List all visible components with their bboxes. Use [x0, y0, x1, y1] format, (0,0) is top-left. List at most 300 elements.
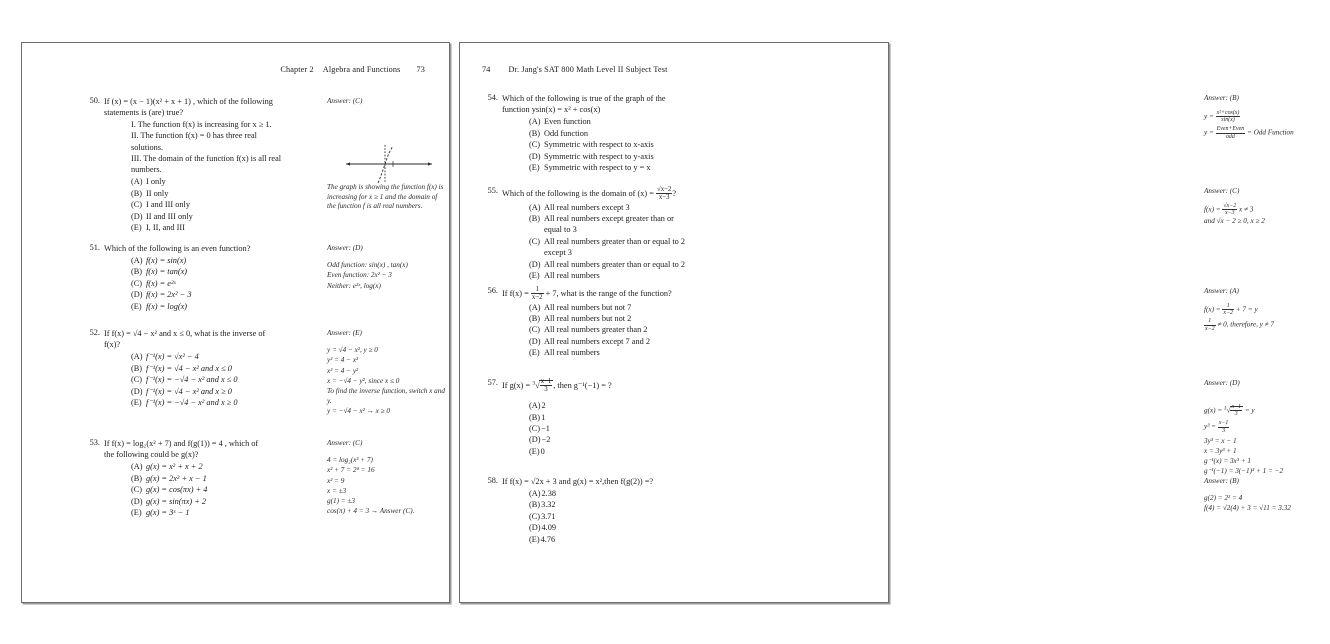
fraction-denominator: 3	[1234, 411, 1238, 418]
equation-lhs: y =	[1204, 112, 1214, 121]
stem-text-post: , then g⁻¹(−1) = ?	[553, 381, 612, 391]
fraction	[1204, 318, 1216, 331]
roman-statement: III. The domain of the function f(x) is all real	[131, 154, 282, 164]
answer-column-53	[327, 438, 453, 516]
choice-text: Symmetric with respect to y-axis	[544, 151, 654, 161]
choice-label: (D)	[529, 151, 541, 161]
answer-work-line	[1204, 303, 1330, 316]
radical-index: 3	[1224, 406, 1227, 412]
choice-e[interactable]	[131, 222, 318, 233]
choice-label: (C)	[529, 511, 541, 521]
choice-label: (D)	[529, 523, 541, 533]
answer-choices	[502, 400, 746, 457]
equation-lhs: y =	[1204, 129, 1214, 138]
question-body	[104, 96, 318, 233]
choice-text: f⁻¹(x) = √4 − x² and x ≥ 0	[146, 386, 232, 396]
running-head-chapter: Chapter 2	[280, 65, 314, 74]
question-body	[502, 286, 746, 359]
fraction-numerator: √x−2	[657, 186, 672, 193]
choice-label: (A)	[529, 202, 541, 212]
choice-label: (D)	[529, 435, 541, 445]
fraction-numerator: 1	[531, 286, 544, 294]
choice-a[interactable]	[529, 488, 746, 499]
radical: $^3$√ $\frac{x-1}{3}$	[532, 378, 552, 394]
question-number: 58.	[487, 476, 498, 485]
roman-statement: II. The function f(x) = 0 has three real	[131, 131, 257, 141]
choice-label: (A)	[131, 255, 143, 265]
choice-label: (E)	[529, 271, 540, 281]
answer-note-line: increasing for x ≥ 1 and the domain of	[327, 192, 438, 201]
question-body	[104, 328, 318, 408]
choice-label: (E)	[131, 222, 142, 232]
fraction-denominator: x−3	[1225, 210, 1235, 217]
answer-column-52	[327, 328, 453, 417]
fraction-denominator: x−2	[1223, 310, 1233, 317]
choice-text: g(x) = 3ˣ − 1	[146, 507, 190, 517]
answer-work-line: g(1) = ±3	[327, 497, 355, 506]
choice-e[interactable]	[529, 162, 746, 173]
question-stem-line: Which of the following is an even function?	[104, 244, 251, 253]
fraction-denominator: 3	[1222, 427, 1226, 434]
choice-text: g(x) = cos(πx) + 4	[146, 485, 208, 495]
choice-d[interactable]	[131, 289, 318, 300]
question-number: 57.	[487, 378, 498, 387]
question-body	[502, 476, 746, 545]
choice-text: f(x) = e²ˣ	[146, 278, 176, 288]
answer-work	[1204, 303, 1330, 332]
choice-text: g(x) = 2x² + x − 1	[146, 473, 207, 483]
choice-text: f(x) = 2x² − 3	[146, 290, 192, 300]
answer-work-line: Neither: e²ˣ, log(x)	[327, 281, 381, 290]
answer-work-line: y.	[327, 397, 332, 406]
fraction-denominator: x−2	[1205, 325, 1215, 332]
right-page-running-head	[482, 65, 668, 74]
answer-work-line: Odd function: sin(x) , tan(x)	[327, 261, 408, 270]
answer-choices	[104, 176, 318, 233]
answer-column-56	[1204, 286, 1330, 332]
choice-d[interactable]	[131, 496, 318, 507]
choice-text: I and III only	[146, 200, 191, 210]
running-head-title: Dr. Jang's SAT 800 Math Level II Subject Test	[508, 65, 668, 74]
choice-label: (B)	[529, 500, 541, 510]
choice-text: All real numbers except greater than or	[544, 214, 674, 224]
answer-key: Answer: (D)	[1204, 379, 1240, 387]
roman-statement: numbers.	[131, 165, 162, 175]
answer-column-55	[1204, 186, 1330, 227]
choice-label: (E)	[529, 162, 540, 172]
question-body	[502, 186, 746, 282]
choice-label: (A)	[529, 302, 541, 312]
question-stem-line: the following could be g(x)?	[104, 450, 199, 460]
question-stem-line	[502, 378, 746, 393]
answer-work-line: g⁻¹(x) = 3x³ + 1	[1204, 457, 1251, 466]
answer-work-line: g(2) = 2² = 4	[1204, 494, 1243, 503]
answer-work	[1204, 404, 1330, 476]
choice-a[interactable]	[529, 302, 746, 313]
choice-text: 3.32	[541, 500, 556, 510]
answer-choices	[104, 461, 318, 518]
choice-d[interactable]	[131, 386, 318, 397]
choice-b[interactable]	[529, 313, 746, 324]
choice-b[interactable]	[131, 188, 318, 199]
question-number: 56.	[487, 286, 498, 295]
choice-a[interactable]	[131, 255, 318, 266]
right-page-number: 74	[482, 65, 491, 74]
choice-label: (B)	[529, 412, 541, 422]
choice-text: All real numbers but not 2	[544, 314, 632, 324]
fraction-numerator: Even+Even	[1216, 126, 1245, 133]
question-body	[502, 93, 746, 173]
fraction	[1216, 126, 1246, 139]
choice-e[interactable]	[131, 507, 318, 518]
answer-work-line: f(4) = √2(4) + 3 = √11 = 3.32	[1204, 504, 1291, 513]
answer-work-line	[1204, 110, 1330, 123]
choice-text: Odd function	[544, 128, 589, 138]
answer-work	[1204, 203, 1330, 226]
choice-e[interactable]	[529, 347, 746, 358]
stem-text-post: ?	[672, 189, 677, 199]
choice-text: Even function	[544, 117, 591, 127]
choice-a[interactable]	[131, 351, 318, 362]
equation-rhs: x ≠ 3	[1239, 205, 1254, 214]
choice-c[interactable]	[131, 484, 318, 495]
answer-work-line	[1204, 126, 1330, 139]
choice-label: (D)	[529, 336, 541, 346]
question-body	[104, 243, 318, 312]
choice-b[interactable]	[529, 213, 746, 224]
cubic-graph-figure	[340, 141, 444, 187]
choice-b[interactable]	[529, 499, 746, 510]
choice-c[interactable]	[529, 139, 746, 150]
radical: $^3$√ $\frac{x-1}{3}$	[1224, 404, 1241, 418]
choice-text: f⁻¹(x) = −√4 − x² and x ≥ 0	[146, 397, 238, 407]
question-number: 53.	[89, 438, 100, 447]
answer-choices	[104, 351, 318, 408]
choice-text: except 3	[544, 248, 572, 258]
fraction-numerator: 1	[1222, 303, 1234, 310]
left-page-running-head	[280, 65, 425, 74]
choice-label: (A)	[529, 488, 541, 498]
roman-statement: I. The function f(x) is increasing for x ≥ 1.	[131, 119, 272, 129]
choice-c-cont	[529, 247, 746, 258]
answer-key: Answer: (A)	[1204, 287, 1239, 295]
left-page-number: 73	[416, 65, 425, 74]
choice-label: (A)	[131, 177, 143, 187]
equation-lhs: y³ =	[1204, 423, 1216, 432]
choice-text: All real numbers greater than 2	[544, 325, 648, 335]
choice-b[interactable]	[131, 473, 318, 484]
answer-work-line: Even function: 2x² − 3	[327, 271, 392, 280]
choice-label: (B)	[131, 473, 143, 483]
fraction	[531, 286, 544, 301]
equation-rhs: = y	[1244, 406, 1255, 415]
choice-label: (A)	[529, 401, 541, 411]
answer-key: Answer: (B)	[1204, 94, 1239, 102]
choice-text: II only	[146, 188, 169, 198]
question-number: 55.	[487, 186, 498, 195]
answer-work-line	[1204, 404, 1330, 417]
answer-choices	[104, 255, 318, 312]
choice-label: (E)	[131, 397, 142, 407]
equation-rhs: + 7 = y	[1235, 305, 1258, 314]
stem-text: If g(x) =	[502, 381, 531, 391]
question-number: 54.	[487, 93, 498, 102]
answer-key: Answer: (E)	[327, 329, 362, 337]
choice-text: 1	[541, 412, 546, 422]
choice-label: (B)	[131, 363, 143, 373]
choice-a[interactable]	[529, 116, 746, 127]
fraction	[1218, 420, 1230, 433]
choice-label: (B)	[529, 314, 541, 324]
choice-text: f(x) = sin(x)	[146, 255, 187, 265]
answer-choices	[502, 302, 746, 359]
choice-label: (C)	[529, 140, 541, 150]
choice-d[interactable]	[529, 522, 746, 533]
choice-a[interactable]	[131, 176, 318, 187]
question-stem-line	[502, 186, 746, 201]
equation-rhs: ≠ 0, therefore, y ≠ 7	[1217, 321, 1275, 330]
choice-text: All real numbers but not 7	[544, 302, 632, 312]
right-page	[459, 42, 1294, 603]
stem-text: If f(x) =	[502, 289, 529, 299]
choice-label: (E)	[131, 507, 142, 517]
choice-e[interactable]	[529, 446, 746, 457]
choice-label: (A)	[529, 117, 541, 127]
answer-work-line: y = −√4 − x² → x ≥ 0	[327, 407, 390, 416]
fraction-numerator: √x−2	[1223, 203, 1237, 210]
choice-text: I only	[146, 177, 166, 187]
question-stem-line: statements is (are) true?	[104, 108, 184, 118]
choice-text: 2	[541, 401, 546, 411]
fraction	[1230, 404, 1242, 417]
answer-column-51	[327, 243, 453, 291]
choice-text: All real numbers greater than or equal to 2	[544, 259, 685, 269]
choice-c[interactable]	[529, 324, 746, 335]
answer-work-line: To find the inverse function, switch x and	[327, 387, 445, 396]
question-number: 51.	[89, 243, 100, 252]
choice-e[interactable]	[131, 397, 318, 408]
choice-label: (C)	[529, 325, 541, 335]
question-stem-line: If (x) = (x − 1)(x² + x + 1) , which of the following	[104, 97, 273, 106]
fraction-denominator: 3	[544, 386, 548, 394]
answer-key: Answer: (C)	[1204, 187, 1240, 195]
fraction-numerator: x−1	[1218, 420, 1229, 427]
fraction	[1222, 203, 1237, 216]
choice-label: (E)	[529, 534, 540, 544]
fraction-numerator: 1	[1204, 318, 1216, 325]
choice-label: (C)	[131, 278, 143, 288]
question-stem-line	[502, 286, 746, 301]
fraction-denominator: x−2	[531, 294, 543, 302]
question-stem-line: f(x)?	[104, 340, 121, 350]
choice-c[interactable]	[131, 278, 318, 289]
choice-text: 4.09	[541, 523, 557, 533]
answer-work-line: g⁻¹(−1) = 3(−1)³ + 1 = −2	[1204, 467, 1284, 476]
choice-text: 3.71	[541, 511, 556, 521]
choice-e[interactable]	[131, 301, 318, 312]
choice-d[interactable]	[529, 151, 746, 162]
stem-text-post: + 7, what is the range of the function?	[545, 289, 672, 299]
choice-text: I, II, and III	[146, 222, 185, 232]
answer-column-54	[1204, 93, 1330, 140]
choice-label: (D)	[131, 211, 143, 221]
choice-a[interactable]	[131, 461, 318, 472]
choice-label: (E)	[529, 348, 540, 358]
choice-a[interactable]	[529, 202, 746, 213]
choice-text: 0	[540, 446, 545, 456]
answer-work-line: 4 = log₂(x² + 7)	[327, 456, 373, 465]
choice-text: equal to 3	[544, 225, 577, 235]
answer-work	[327, 260, 453, 291]
fraction-denominator: sin(x)	[1221, 117, 1235, 124]
choice-text: −1	[541, 423, 550, 433]
answer-key: Answer: (D)	[327, 244, 363, 252]
choice-label: (D)	[131, 496, 143, 506]
answer-work-line	[1204, 203, 1330, 216]
question-stem-line: Which of the following is true of the graph of the	[502, 94, 666, 103]
choice-label: (B)	[529, 128, 541, 138]
question-stem-line: If f(x) = log₂(x² + 7) and f(g(1)) = 4 , which of	[104, 439, 259, 448]
roman-statement: solutions.	[131, 142, 164, 152]
answer-work-line: x = −√4 − y², since x ≤ 0	[327, 376, 400, 385]
answer-choices	[502, 116, 746, 173]
radical-index: 3	[532, 380, 536, 387]
choice-text: g(x) = x² + x + 2	[146, 462, 203, 472]
choice-c[interactable]	[529, 423, 746, 434]
fraction	[1216, 110, 1241, 123]
choice-label: (B)	[131, 188, 143, 198]
choice-label: (D)	[529, 259, 541, 269]
answer-note-line: The graph is showing the function f(x) is	[327, 183, 444, 191]
answer-work	[1204, 110, 1330, 140]
answer-work-line: 3y³ = x − 1	[1204, 436, 1237, 445]
answer-work-line: cos(π) + 4 = 3 → Answer (C).	[327, 507, 415, 516]
question-stem-line: function ysin(x) = x² + cos(x)	[502, 105, 601, 115]
choice-d[interactable]	[529, 259, 746, 270]
choice-c[interactable]	[529, 236, 746, 247]
choice-label: (C)	[131, 485, 143, 495]
choice-text: f(x) = tan(x)	[146, 267, 188, 277]
fraction-denominator: x−3	[658, 194, 670, 202]
choice-b[interactable]	[131, 363, 318, 374]
answer-work-line: x² = 4 − y²	[327, 366, 359, 375]
choice-b-cont	[529, 224, 746, 235]
choice-text: All real numbers greater than or equal to 2	[544, 236, 685, 246]
choice-text: Symmetric with respect to y = x	[544, 162, 651, 172]
choice-label: (E)	[529, 446, 540, 456]
choice-label: (B)	[529, 214, 541, 224]
choice-text: 4.76	[540, 534, 556, 544]
answer-column-58	[1204, 476, 1330, 514]
choice-label: (E)	[131, 301, 142, 311]
fraction-numerator: x−1	[1231, 404, 1241, 411]
fraction	[540, 378, 553, 393]
answer-work-line: x = 3y³ + 1	[1204, 446, 1237, 455]
choice-text: All real numbers except 3	[544, 202, 630, 212]
question-body	[104, 438, 318, 518]
answer-work-line	[1204, 420, 1330, 433]
answer-work	[1204, 493, 1330, 513]
choice-d[interactable]	[529, 434, 746, 445]
choice-b[interactable]	[131, 266, 318, 277]
answer-work-line: x = ±3	[327, 486, 347, 495]
choice-text: f⁻¹(x) = √x² − 4	[146, 352, 199, 362]
choice-text: g(x) = sin(πx) + 2	[146, 496, 207, 506]
equation-lhs: f(x) =	[1204, 305, 1221, 314]
choice-b[interactable]	[529, 412, 746, 423]
fraction-denominator: odd	[1225, 133, 1235, 140]
answer-work-line: x² = 9	[327, 476, 345, 485]
choice-text: Symmetric with respect to x-axis	[544, 140, 654, 150]
choice-label: (C)	[131, 375, 143, 385]
choice-e[interactable]	[529, 534, 746, 545]
choice-label: (A)	[131, 462, 143, 472]
choice-text: All real numbers	[544, 348, 600, 358]
question-stem-line: If f(x) = √4 − x² and x ≤ 0, what is the inverse of	[104, 329, 266, 338]
choice-label: (A)	[131, 352, 143, 362]
answer-column-57	[1204, 378, 1330, 477]
choice-text: f⁻¹(x) = √4 − x² and x ≤ 0	[146, 363, 232, 373]
choice-d[interactable]	[529, 336, 746, 347]
choice-text: −2	[541, 435, 551, 445]
choice-d[interactable]	[131, 211, 318, 222]
equation-rhs: = Odd Function	[1246, 129, 1294, 138]
answer-key: Answer: (B)	[1204, 477, 1239, 485]
choice-label: (D)	[131, 290, 143, 300]
choice-c[interactable]	[529, 511, 746, 522]
choice-c[interactable]	[131, 374, 318, 385]
choice-text: 2.38	[541, 488, 557, 498]
choice-b[interactable]	[529, 128, 746, 139]
answer-key: Answer: (C)	[327, 439, 363, 447]
answer-note-line: the function f is all real numbers.	[327, 202, 423, 211]
choice-e[interactable]	[529, 270, 746, 281]
choice-a[interactable]	[529, 400, 746, 411]
answer-work-line	[1204, 318, 1330, 331]
answer-work	[327, 455, 453, 516]
choice-text: II and III only	[146, 211, 193, 221]
choice-label: (C)	[131, 200, 143, 210]
choice-label: (B)	[131, 267, 143, 277]
answer-note-50	[327, 183, 453, 212]
question-number: 52.	[89, 328, 100, 337]
choice-label: (D)	[131, 386, 143, 396]
fraction	[656, 186, 672, 201]
answer-work-line: x² + 7 = 2⁴ = 16	[327, 466, 375, 475]
choice-text: All real numbers	[544, 271, 600, 281]
answer-work-line: and √x − 2 ≥ 0, x ≥ 2	[1204, 217, 1265, 226]
question-body	[502, 378, 746, 457]
equation-lhs: g(x) =	[1204, 406, 1223, 415]
answer-work	[327, 345, 453, 416]
left-page	[21, 42, 450, 603]
answer-work-line: y = √4 − x², y ≥ 0	[327, 346, 378, 355]
fraction	[1222, 303, 1234, 316]
choice-label: (C)	[529, 423, 541, 433]
choice-label: (C)	[529, 236, 541, 246]
question-stem-line: If f(x) = √2x + 3 and g(x) = x²,then f(g(2)) =?	[502, 477, 654, 486]
fraction-numerator: x²+cos(x)	[1216, 110, 1240, 117]
answer-key: Answer: (C)	[327, 97, 363, 105]
answer-work-line: y² = 4 − x²	[327, 356, 359, 365]
fraction-numerator: x−1	[540, 378, 552, 385]
choice-text: f(x) = log(x)	[146, 301, 188, 311]
answer-choices	[502, 488, 746, 545]
answer-column-50	[327, 96, 453, 108]
choice-c[interactable]	[131, 199, 318, 210]
equation-lhs: f(x) =	[1204, 205, 1221, 214]
running-head-title: Algebra and Functions	[322, 65, 401, 74]
